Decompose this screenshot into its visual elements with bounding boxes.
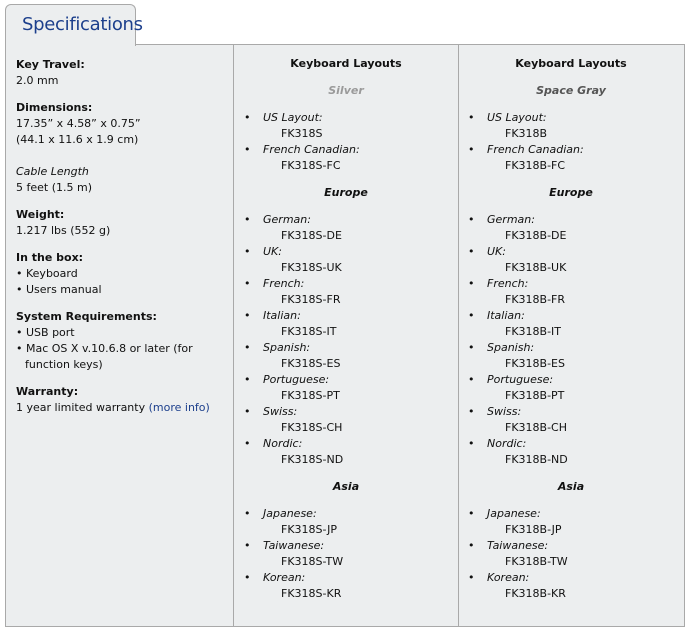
bullet: • <box>468 437 475 450</box>
bullet: • <box>244 309 251 322</box>
cable-spec <box>16 164 224 196</box>
layout-item <box>468 404 684 436</box>
color-name: Space Gray <box>536 84 606 97</box>
layout-code: FK318S-JP <box>281 523 337 536</box>
layout-item <box>468 212 684 244</box>
bullet: • <box>468 111 475 124</box>
layout-item <box>468 142 684 174</box>
bullet: • <box>244 111 251 124</box>
bullet: • <box>244 507 251 520</box>
layout-code: FK318B-ES <box>505 357 565 370</box>
list-item-continued <box>16 357 224 373</box>
layout-name: German: <box>487 213 535 226</box>
layout-code: FK318B-FC <box>505 159 566 172</box>
region-title-asia: Asia <box>557 480 585 493</box>
dimensions-spec <box>16 100 224 148</box>
layout-code: FK318S-PT <box>281 389 340 402</box>
layout-name: French: <box>263 277 305 290</box>
layouts-column-space-gray <box>458 45 684 626</box>
layout-name: French Canadian: <box>263 143 360 156</box>
system-requirements-label: System Requirements: <box>16 310 157 323</box>
layout-name: German: <box>263 213 311 226</box>
layout-name: Spanish: <box>487 341 535 354</box>
layout-item <box>244 340 458 372</box>
layout-code: FK318B-PT <box>505 389 565 402</box>
list-item: • Users manual <box>16 283 102 296</box>
layout-code: FK318B <box>505 127 548 140</box>
layout-code: FK318S-DE <box>281 229 342 242</box>
bullet: • <box>244 143 251 156</box>
layout-item <box>468 308 684 340</box>
color-name: Silver <box>328 84 364 97</box>
layout-code: FK318S-IT <box>281 325 337 338</box>
layout-code: FK318S <box>281 127 323 140</box>
layout-name: Korean: <box>487 571 530 584</box>
layout-item <box>244 110 458 142</box>
layout-code: FK318B-FR <box>505 293 566 306</box>
system-requirement-item: function keys) <box>25 358 103 371</box>
bullet: • <box>468 373 475 386</box>
dimensions-label: Dimensions: <box>16 101 93 114</box>
layout-code: FK318S-ND <box>281 453 344 466</box>
bullet: • <box>468 405 475 418</box>
layout-name: Korean: <box>263 571 306 584</box>
layout-name: Swiss: <box>487 405 522 418</box>
layout-code: FK318B-TW <box>505 555 568 568</box>
bullet: • <box>244 245 251 258</box>
cable-length-value: 5 feet (1.5 m) <box>16 181 93 194</box>
layout-code: FK318S-ES <box>281 357 341 370</box>
layout-item <box>244 212 458 244</box>
in-box-label: In the box: <box>16 251 84 264</box>
bullet: • <box>244 405 251 418</box>
layout-item <box>468 506 684 538</box>
layout-item <box>244 506 458 538</box>
layout-item <box>468 276 684 308</box>
bullet: • <box>244 571 251 584</box>
layout-name: Nordic: <box>487 437 527 450</box>
general-specs-column <box>6 45 234 626</box>
layout-name: Portuguese: <box>487 373 554 386</box>
bullet: • <box>244 539 251 552</box>
list-item: • Mac OS X v.10.6.8 or later (for <box>16 342 193 355</box>
bullet: • <box>468 213 475 226</box>
layout-code: FK318S-TW <box>281 555 344 568</box>
layouts-heading: Keyboard Layouts <box>290 57 402 70</box>
in-box-item: Keyboard <box>26 267 78 280</box>
key-travel-value: 2.0 mm <box>16 74 59 87</box>
warranty-label: Warranty: <box>16 385 79 398</box>
layout-name: Swiss: <box>263 405 298 418</box>
cable-length-label: Cable Length <box>16 165 89 178</box>
layout-code: FK318B-ND <box>505 453 568 466</box>
layout-name: Spanish: <box>263 341 311 354</box>
layout-code: FK318B-KR <box>505 587 566 600</box>
layouts-heading: Keyboard Layouts <box>515 57 627 70</box>
bullet: • <box>244 213 251 226</box>
bullet: • <box>244 373 251 386</box>
bullet: • <box>244 341 251 354</box>
bullet: • <box>244 277 251 290</box>
system-requirement-item: Mac OS X v.10.6.8 or later (for <box>26 342 193 355</box>
region-title-asia: Asia <box>332 480 360 493</box>
weight-spec <box>16 207 224 239</box>
layout-name: UK: <box>487 245 506 258</box>
layout-code: FK318B-IT <box>505 325 562 338</box>
layout-item <box>244 570 458 602</box>
warranty-value: 1 year limited warranty <box>16 401 149 414</box>
layout-name: French Canadian: <box>487 143 584 156</box>
layout-name: UK: <box>263 245 282 258</box>
dimensions-value-metric: (44.1 x 11.6 x 1.9 cm) <box>16 133 139 146</box>
warranty-spec <box>16 384 224 416</box>
layout-item <box>468 340 684 372</box>
layout-name: Portuguese: <box>263 373 330 386</box>
tab-specifications[interactable] <box>5 4 143 46</box>
bullet: • <box>468 277 475 290</box>
layout-code: FK318S-FC <box>281 159 341 172</box>
layout-name: Nordic: <box>263 437 303 450</box>
layout-item <box>468 538 684 570</box>
layout-item <box>244 404 458 436</box>
layout-item <box>244 142 458 174</box>
layout-code: FK318B-DE <box>505 229 567 242</box>
layout-code: FK318S-CH <box>281 421 343 434</box>
layout-name: Taiwanese: <box>487 539 549 552</box>
region-title-europe: Europe <box>324 186 368 199</box>
layout-item <box>244 538 458 570</box>
layout-name: Italian: <box>263 309 301 322</box>
layout-item <box>468 110 684 142</box>
layout-item <box>468 570 684 602</box>
specifications-panel <box>5 44 685 627</box>
in-box-item: Users manual <box>26 283 102 296</box>
layout-item <box>468 372 684 404</box>
layout-name: Japanese: <box>263 507 317 520</box>
warranty-value-line <box>16 400 224 416</box>
system-requirements-spec <box>16 309 224 373</box>
weight-label: Weight: <box>16 208 65 221</box>
list-item: • Keyboard <box>16 267 78 280</box>
layout-item <box>468 436 684 468</box>
layout-name: French: <box>487 277 529 290</box>
bullet: • <box>468 571 475 584</box>
layout-item <box>244 436 458 468</box>
layout-item <box>244 372 458 404</box>
layout-item <box>244 276 458 308</box>
more-info-link[interactable]: (more info) <box>148 401 210 414</box>
weight-value: 1.217 lbs (552 g) <box>16 224 111 237</box>
layout-code: FK318S-KR <box>281 587 342 600</box>
key-travel-spec <box>16 57 224 89</box>
layout-code: FK318B-JP <box>505 523 562 536</box>
layout-name: US Layout: <box>263 111 323 124</box>
layout-name: Italian: <box>487 309 525 322</box>
bullet: • <box>468 245 475 258</box>
bullet: • <box>468 539 475 552</box>
layout-name: US Layout: <box>487 111 547 124</box>
list-item: • USB port <box>16 326 75 339</box>
tab-label: Specifications <box>22 14 143 35</box>
layout-code: FK318S-UK <box>281 261 342 274</box>
bullet: • <box>244 437 251 450</box>
bullet: • <box>468 507 475 520</box>
layout-code: FK318B-CH <box>505 421 568 434</box>
layout-item <box>468 244 684 276</box>
bullet: • <box>468 143 475 156</box>
key-travel-label: Key Travel: <box>16 58 85 71</box>
bullet: • <box>468 341 475 354</box>
layout-item <box>244 244 458 276</box>
region-title-europe: Europe <box>549 186 593 199</box>
layouts-column-silver <box>233 45 459 626</box>
in-box-spec <box>16 250 224 298</box>
bullet: • <box>468 309 475 322</box>
layout-code: FK318B-UK <box>505 261 567 274</box>
system-requirement-item: USB port <box>26 326 75 339</box>
layout-item <box>244 308 458 340</box>
layout-name: Taiwanese: <box>263 539 325 552</box>
layout-code: FK318S-FR <box>281 293 341 306</box>
layout-name: Japanese: <box>487 507 541 520</box>
dimensions-value-imperial: 17.35” x 4.58” x 0.75” <box>16 117 141 130</box>
